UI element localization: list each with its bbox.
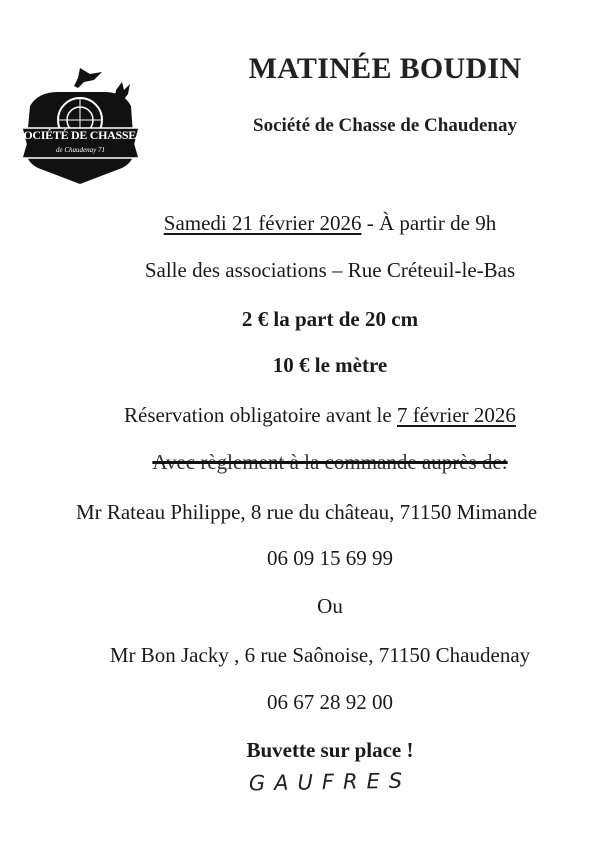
contact-address-2: Mr Bon Jacky , 6 rue Saônoise, 71150 Chaudenay [109,643,531,667]
page-title: MATINÉE BOUDIN [248,52,522,85]
reservation-line [30,403,610,428]
contact-address-1: Mr Rateau Philippe, 8 rue du château, 71150 Mimande [75,500,538,524]
buvette-note: Buvette sur place ! [246,738,414,762]
contact-phone-1: 06 09 15 69 99 [267,546,393,570]
hunting-emblem-icon [18,62,143,187]
event-date-line [60,211,600,236]
event-date: Samedi 21 février 2026 [163,211,362,235]
event-time: - À partir de 9h [361,211,497,235]
reservation-text: Réservation obligatoire avant le [124,403,397,427]
logo-label: SOCIÉTÉ DE CHASSE [17,128,136,142]
reservation-deadline: 7 février 2026 [396,403,516,427]
price-per-part: 2 € la part de 20 cm [241,307,419,331]
organizer-subtitle: Société de Chasse de Chaudenay [253,115,517,136]
event-venue: Salle des associations – Rue Créteuil-le-Bas [144,258,516,282]
struck-payment-note [60,450,600,475]
hunting-society-logo [18,62,143,187]
handwritten-gaufres: GAUFRES [248,768,412,796]
price-per-metre: 10 € le mètre [272,353,388,377]
contact-separator: Ou [317,594,343,618]
logo-sublabel: de Chaudenay 71 [56,146,105,154]
contact-phone-2: 06 67 28 92 00 [267,690,393,714]
struck-text: Avec règlement à la commande auprès de: [152,450,508,474]
